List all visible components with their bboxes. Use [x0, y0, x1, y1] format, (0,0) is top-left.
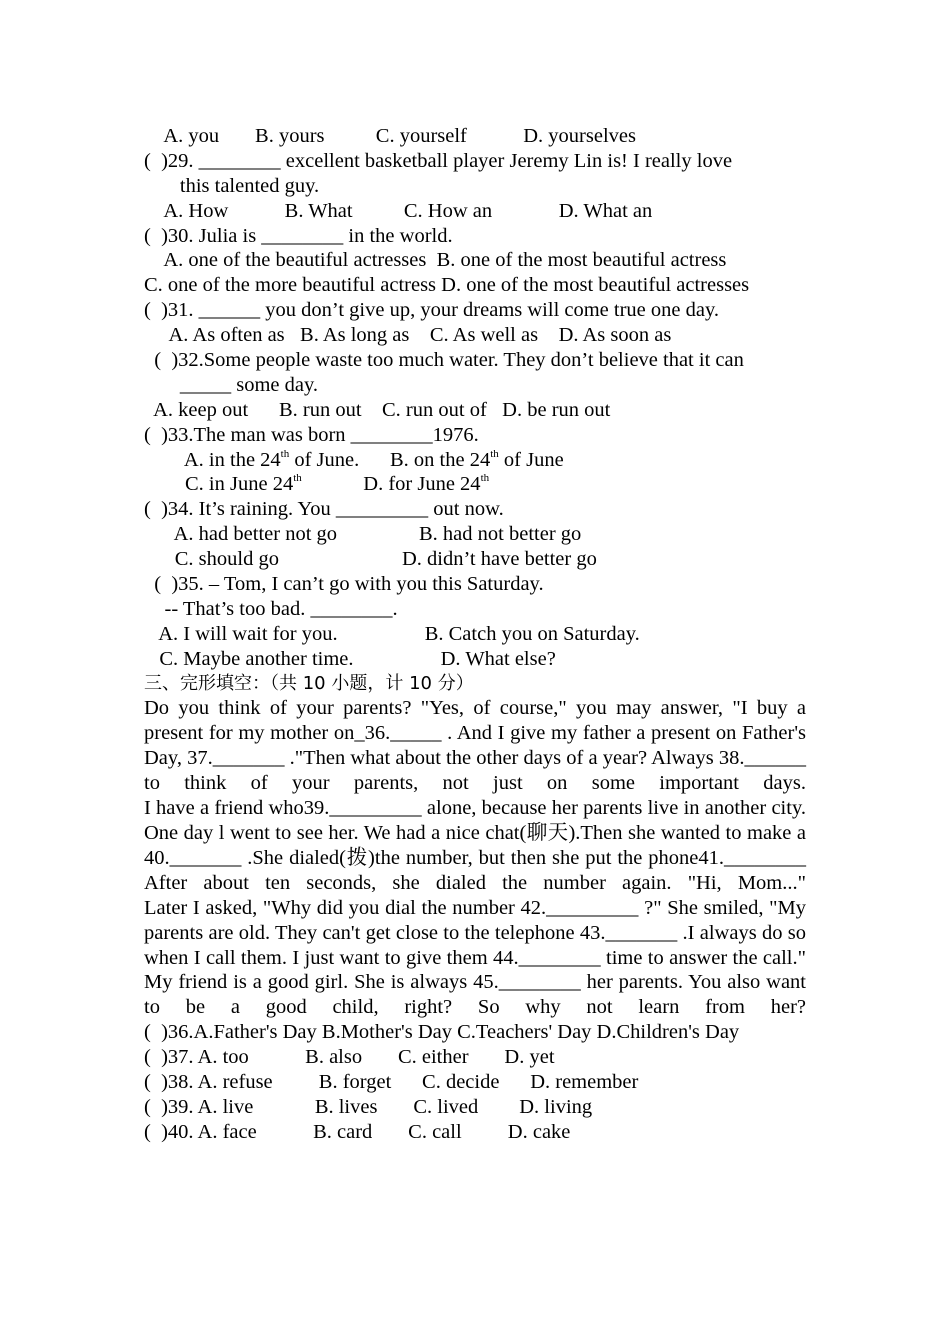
passage-paragraph-1: Do you think of your parents? "Yes, of course," you may answer, "I buy a present for my mother on_36._____ . And I give my father a present on Father's Day, 37._______ ."Then what about the other days of a year? Always 38.______ to think of your parents, not just on some important days.	[144, 697, 806, 795]
q30-options-ab: A. one of the beautiful actresses B. one of the most beautiful actress	[144, 249, 727, 272]
q33-option-c-text: C. in June 24	[144, 473, 294, 496]
q33-option-b-end: of June	[498, 448, 564, 471]
q28-options: A. you B. yours C. yourself D. yourselves	[144, 125, 636, 147]
q38-options: ( )38. A. refuse B. forget C. decide D. remember	[144, 1071, 639, 1094]
q31-options: A. As often as B. As long as C. As well as D. As soon as	[144, 324, 672, 347]
q33-option-b-text: of June. B. on the 24	[289, 448, 491, 471]
q33-option-a-text: A. in the 24	[144, 448, 281, 471]
q33-options-cd	[144, 472, 806, 497]
q29-stem-cont: this talented guy.	[144, 174, 320, 197]
q33-stem: ( )33.The man was born ________1976.	[144, 423, 479, 446]
q34-options-ab: A. had better not go B. had not better go	[144, 523, 582, 546]
passage-paragraph-3: Later I asked, "Why did you dial the number 42._________ ?" She smiled, "My parents are old. They can't get close to the telephone 43._______ .I always do so when I call them. I just want to give them 44.________ time to answer the call."	[144, 896, 806, 969]
q33-option-b-sup: th	[490, 447, 499, 460]
q31-stem: ( )31. ______ you don’t give up, your dreams will come true one day.	[144, 299, 720, 322]
q36-options: ( )36.A.Father's Day B.Mother's Day C.Teachers' Day D.Children's Day	[144, 1021, 740, 1044]
q40-options: ( )40. A. face B. card C. call D. cake	[144, 1120, 571, 1143]
passage-paragraph-4: My friend is a good girl. She is always 45.________ her parents. You also want to be a good child, right? So why not learn from her?	[144, 971, 806, 1019]
q32-stem-cont: _____ some day.	[144, 373, 319, 396]
q32-options: A. keep out B. run out C. run out of D. be run out	[144, 398, 611, 421]
q39-options: ( )39. A. live B. lives C. lived D. living	[144, 1095, 593, 1118]
q33-option-d-text: D. for June 24	[301, 473, 481, 496]
q34-stem: ( )34. It’s raining. You _________ out now.	[144, 498, 504, 521]
q29-options: A. How B. What C. How an D. What an	[144, 199, 653, 222]
q34-options-cd: C. should go D. didn’t have better go	[144, 548, 597, 571]
section-heading: 三、完形填空：（共 10 小题，计 10 分）	[144, 672, 474, 694]
q35-options-cd: C. Maybe another time. D. What else?	[144, 647, 556, 670]
q33-options-ab	[144, 448, 806, 473]
q37-options: ( )37. A. too B. also C. either D. yet	[144, 1046, 555, 1069]
page-content	[144, 124, 806, 1145]
q33-option-a-sup: th	[280, 447, 290, 460]
q30-stem: ( )30. Julia is ________ in the world.	[144, 224, 453, 247]
q35-reply: -- That’s too bad. ________.	[144, 597, 398, 620]
q33-option-d-sup: th	[480, 472, 490, 485]
q29-stem: ( )29. ________ excellent basketball player Jeremy Lin is! I really love	[144, 149, 733, 172]
q32-stem: ( )32.Some people waste too much water. They don’t believe that it can	[144, 349, 744, 372]
q35-stem: ( )35. – Tom, I can’t go with you this Saturday.	[144, 573, 544, 596]
q35-options-ab: A. I will wait for you. B. Catch you on Saturday.	[144, 622, 640, 645]
q33-option-c-sup: th	[293, 472, 302, 485]
q30-options-cd: C. one of the more beautiful actress D. one of the most beautiful actresses	[144, 274, 750, 297]
passage-paragraph-2: I have a friend who39._________ alone, because her parents live in another city. One day l went to see her. We had a nice chat(聊天).Then she wanted to make a 40._______ .She dialed(拨)the number, but then she put the phone41.________ After about ten seconds, she dialed the number again. "Hi, Mom..."	[144, 797, 806, 894]
